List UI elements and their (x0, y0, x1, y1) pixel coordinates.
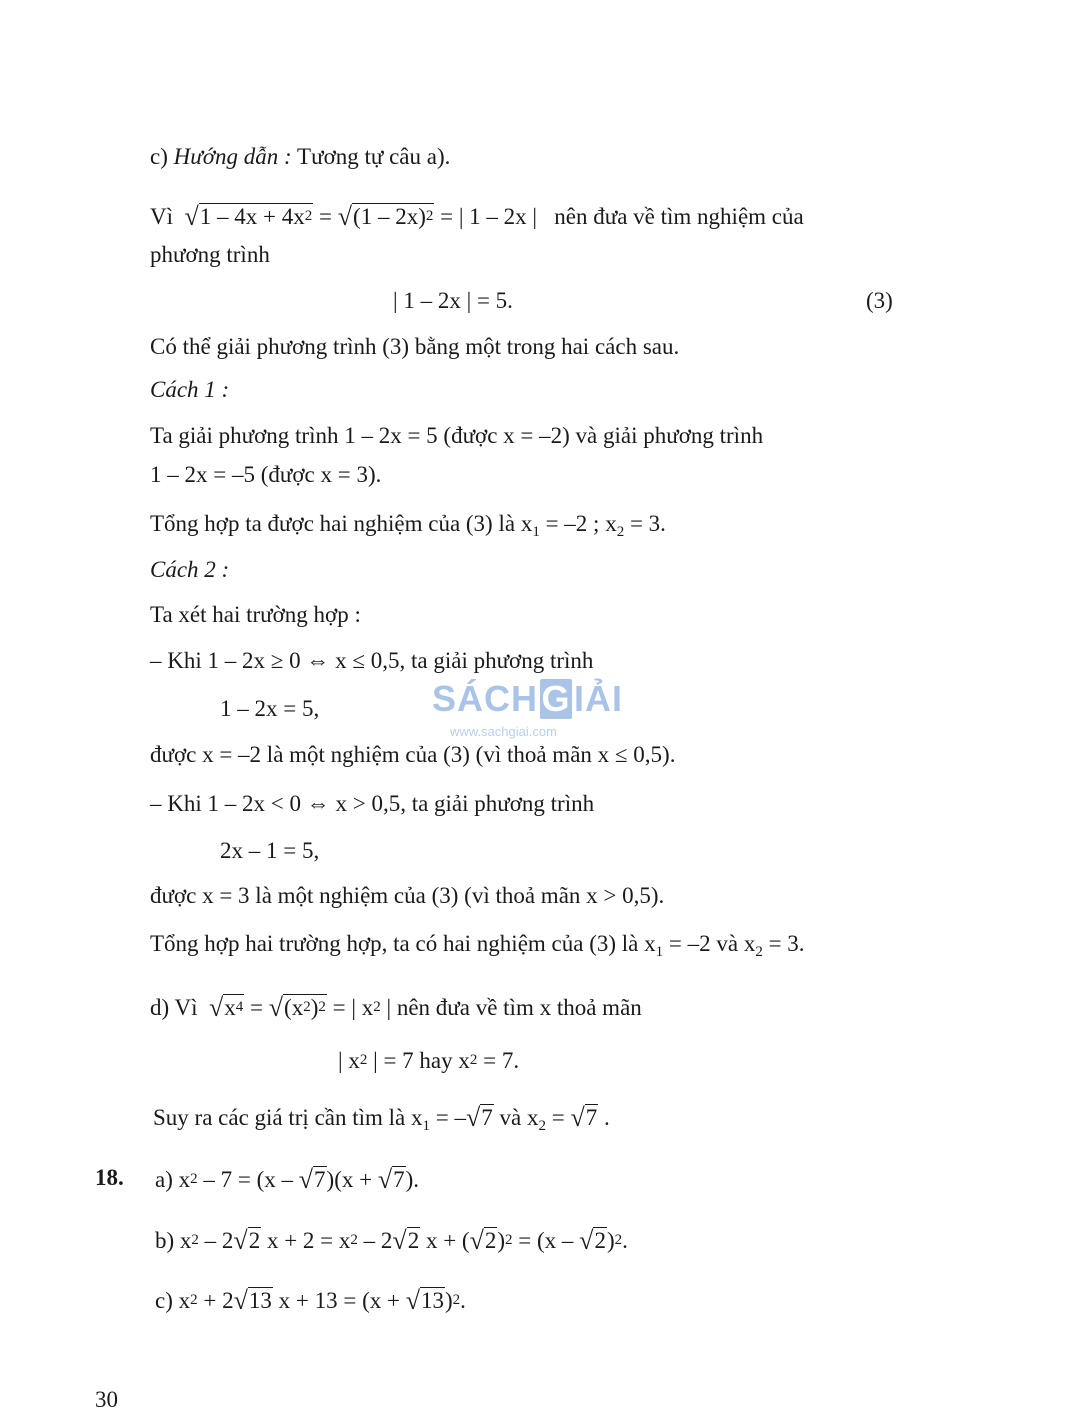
cach-1-heading: Cách 1 : (150, 377, 230, 402)
case-1-equation: 1 – 2x = 5, (220, 696, 320, 721)
watermark-url: www.sachgiai.com (450, 724, 557, 739)
sqrt-expression: √(1 – 2x)$^2$ (337, 202, 434, 231)
equation-number: (3) (866, 288, 893, 313)
sqrt-expression: √2 (233, 1226, 261, 1255)
case-2-result: được x = 3 là một nghiệm của (3) (vì thoả mãn x > 0,5). (150, 883, 665, 908)
case-1: – Khi 1 – 2x ≥ 0 ⇔ x ≤ 0,5, ta giải phương trình (150, 648, 594, 673)
cach-1-summary: Tổng hợp ta được hai nghiệm của (3) là $x_1 = -2$ ; $x_2 = 3$. (150, 511, 666, 540)
sqrt-expression: $√(x^2)^2$ (268, 993, 326, 1022)
sqrt-expression: $√1 - 4x + 4x^2$ (184, 202, 313, 231)
sqrt-expression: √7 (570, 1103, 598, 1132)
case-1-result: được x = –2 là một nghiệm của (3) (vì thoả mãn x ≤ 0,5). (150, 742, 676, 767)
cach-2-summary: Tổng hợp hai trường hợp, ta có hai nghiệm của (3) là $x_1 = -2$ và $x_2 = 3$. (150, 931, 805, 960)
cach-1-line-1: Ta giải phương trình 1 – 2x = 5 (được x = –2) và giải phương trình (150, 423, 764, 448)
c-intro: Có thể giải phương trình (3) bằng một trong hai cách sau. (150, 334, 680, 359)
d-sqrt-line: d) Vì $√x^4 = √(x^2)^2$ = | $x^2$ | nên đưa về tìm x thoả mãn (150, 993, 642, 1022)
cach-1-line-2: 1 – 2x = –5 (được x = 3). (150, 462, 382, 487)
d-equation: | $x^2$ | = 7 hay $x^2 = 7$. (338, 1048, 520, 1073)
problem-18-a: a) $x^2 - 7 = (x - √7)(x + √7)$. (155, 1165, 420, 1194)
problem-number: 18. (95, 1165, 124, 1190)
c-sqrt-line: Vì $√1 - 4x + 4x^2 = √(1 - 2x)^2$ = | 1 – 2x | nên đưa về tìm nghiệm của (150, 202, 804, 231)
sqrt-expression: √7 (298, 1165, 326, 1194)
watermark-logo: SÁCH G IẢI (432, 678, 624, 719)
sqrt-expression: $√x^4$ (209, 993, 244, 1022)
sqrt-expression: √2 (392, 1226, 420, 1255)
sqrt-expression: √2 (469, 1226, 497, 1255)
d-conclusion: Suy ra các giá trị cần tìm là $x_1 = -√7$ và $x_2 = √7$ . (153, 1103, 610, 1134)
page-number: 30 (95, 1387, 118, 1412)
sqrt-expression: √13 (405, 1286, 444, 1315)
case-2-equation: 2x – 1 = 5, (220, 838, 320, 863)
problem-18-b: b) $x^2 - 2√2$ $x + 2 = x^2 - 2√2$ $x + (√2)^2 = (x - √2)^2$. (155, 1226, 628, 1255)
sqrt-expression: √13 (233, 1286, 272, 1315)
case-2: – Khi 1 – 2x < 0 ⇔ x > 0,5, ta giải phương trình (150, 791, 595, 816)
equation-3: | 1 – 2x | = 5. (393, 288, 513, 313)
sqrt-expression: √7 (377, 1165, 405, 1194)
sqrt-expression: √2 (579, 1226, 606, 1255)
c-header: c) Hướng dẫn : Tương tự câu a). (150, 144, 451, 169)
sqrt-expression: √7 (466, 1103, 493, 1132)
cach-2-heading: Cách 2 : (150, 557, 230, 582)
c-pt: phương trình (150, 242, 270, 267)
watermark (432, 678, 623, 739)
cach-2-intro: Ta xét hai trường hợp : (150, 602, 361, 627)
problem-18-c: c) $x^2 + 2√13$ $x + 13 = (x + √13)^2$. (155, 1286, 466, 1315)
